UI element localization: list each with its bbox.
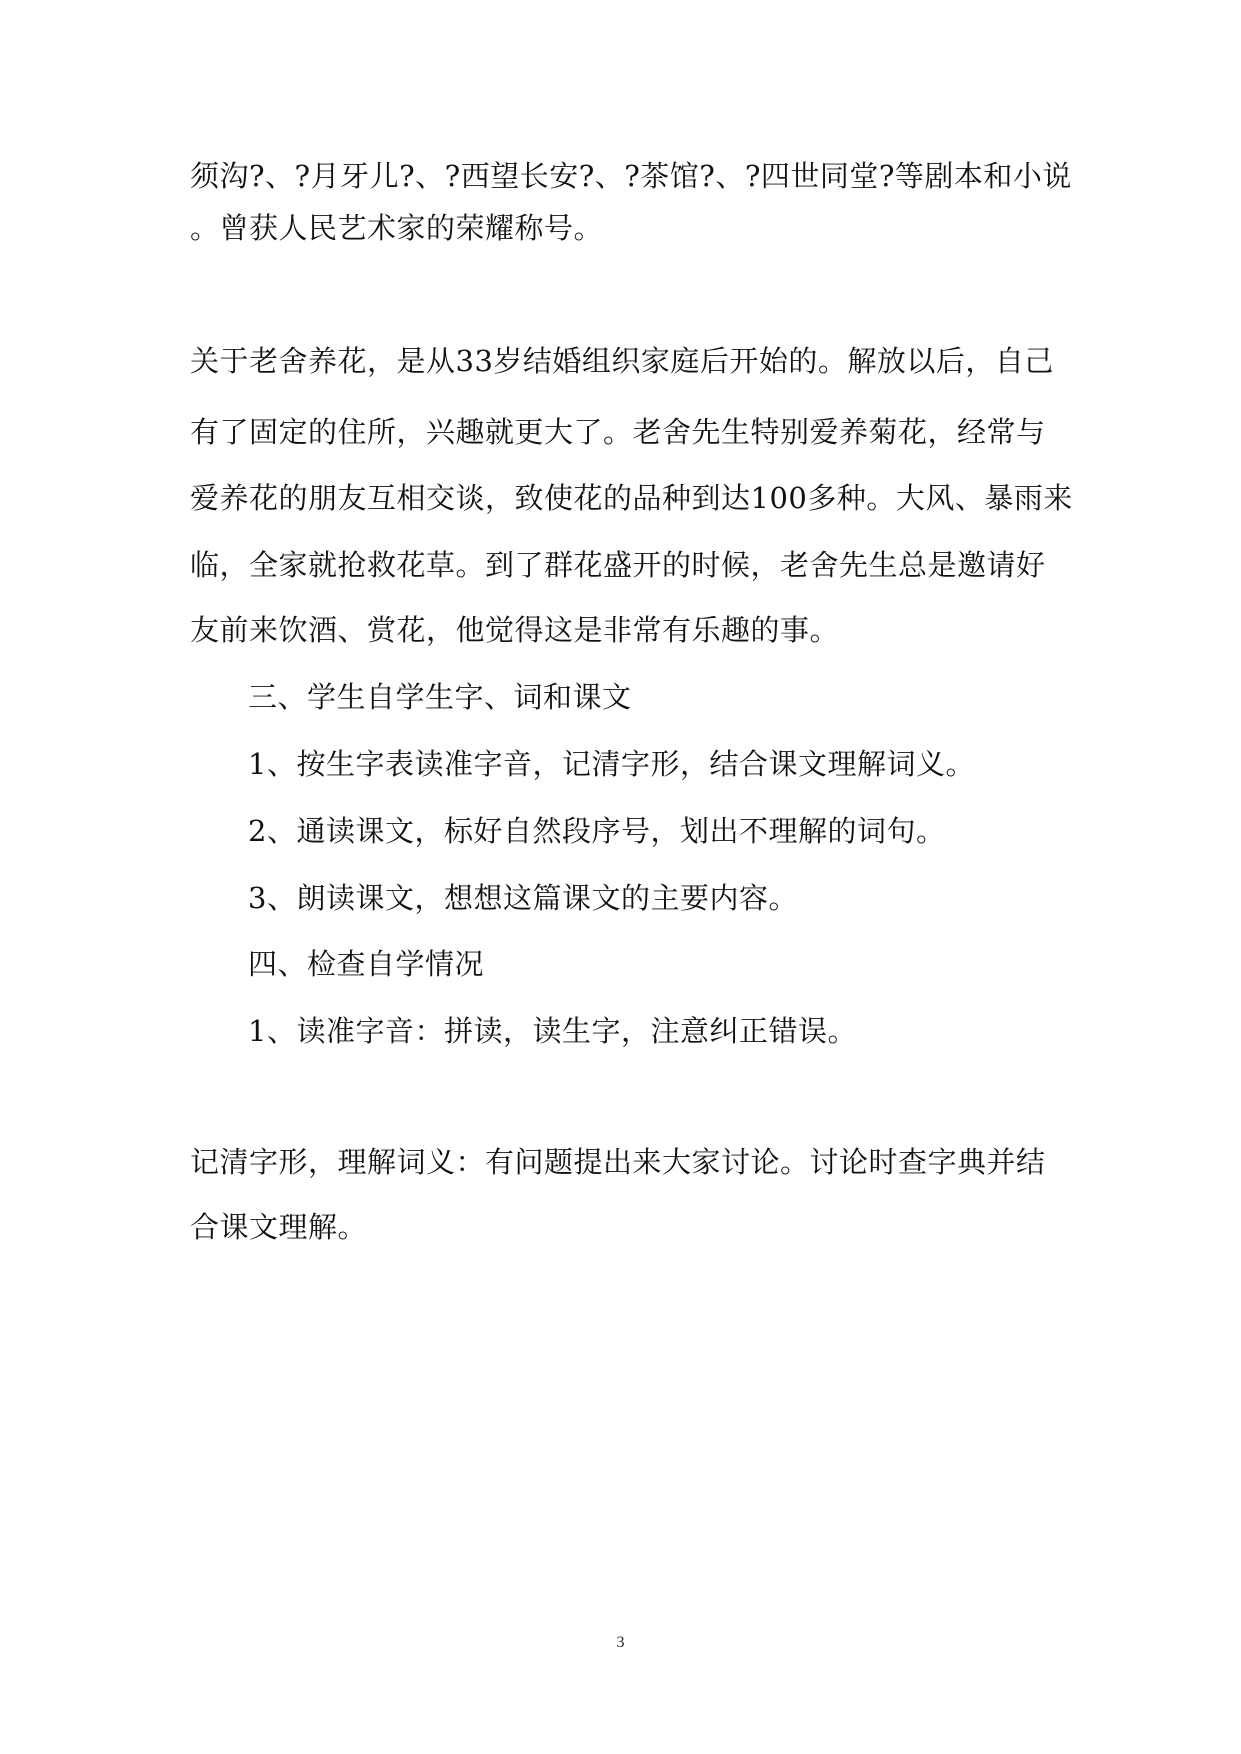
- list-item: 3、朗读课文，想想这篇课文的主要内容。: [248, 881, 798, 915]
- text-line: 。曾获人民艺术家的荣耀称号。: [190, 211, 604, 245]
- text-line: 有了固定的住所，兴趣就更大了。老舍先生特别爱养菊花，经常与: [190, 415, 1046, 449]
- list-item: 2、通读课文，标好自然段序号，划出不理解的词句。: [248, 814, 946, 848]
- section-heading: 四、检查自学情况: [248, 947, 485, 981]
- page-number: 3: [616, 1634, 625, 1651]
- list-item: 1、读准字音：拼读，读生字，注意纠正错误。: [248, 1014, 857, 1048]
- text-line: 关于老舍养花，是从33岁结婚组织家庭后开始的。解放以后，自己: [190, 344, 1054, 378]
- text-line: 友前来饮酒、赏花，他觉得这是非常有乐趣的事。: [190, 613, 840, 647]
- text-line: 须沟?、?月牙儿?、?西望长安?、?茶馆?、?四世同堂?等剧本和小说: [190, 159, 1072, 193]
- section-heading: 三、学生自学生字、词和课文: [248, 680, 632, 714]
- text-line: 爱养花的朋友互相交谈，致使花的品种到达100多种。大风、暴雨来: [190, 481, 1073, 515]
- list-item: 1、按生字表读准字音，记清字形，结合课文理解词义。: [248, 747, 975, 781]
- text-line: 合课文理解。: [190, 1210, 368, 1244]
- text-line: 临，全家就抢救花草。到了群花盛开的时候，老舍先生总是邀请好: [190, 548, 1046, 582]
- text-line: 记清字形，理解词义：有问题提出来大家讨论。讨论时查字典并结: [190, 1145, 1046, 1179]
